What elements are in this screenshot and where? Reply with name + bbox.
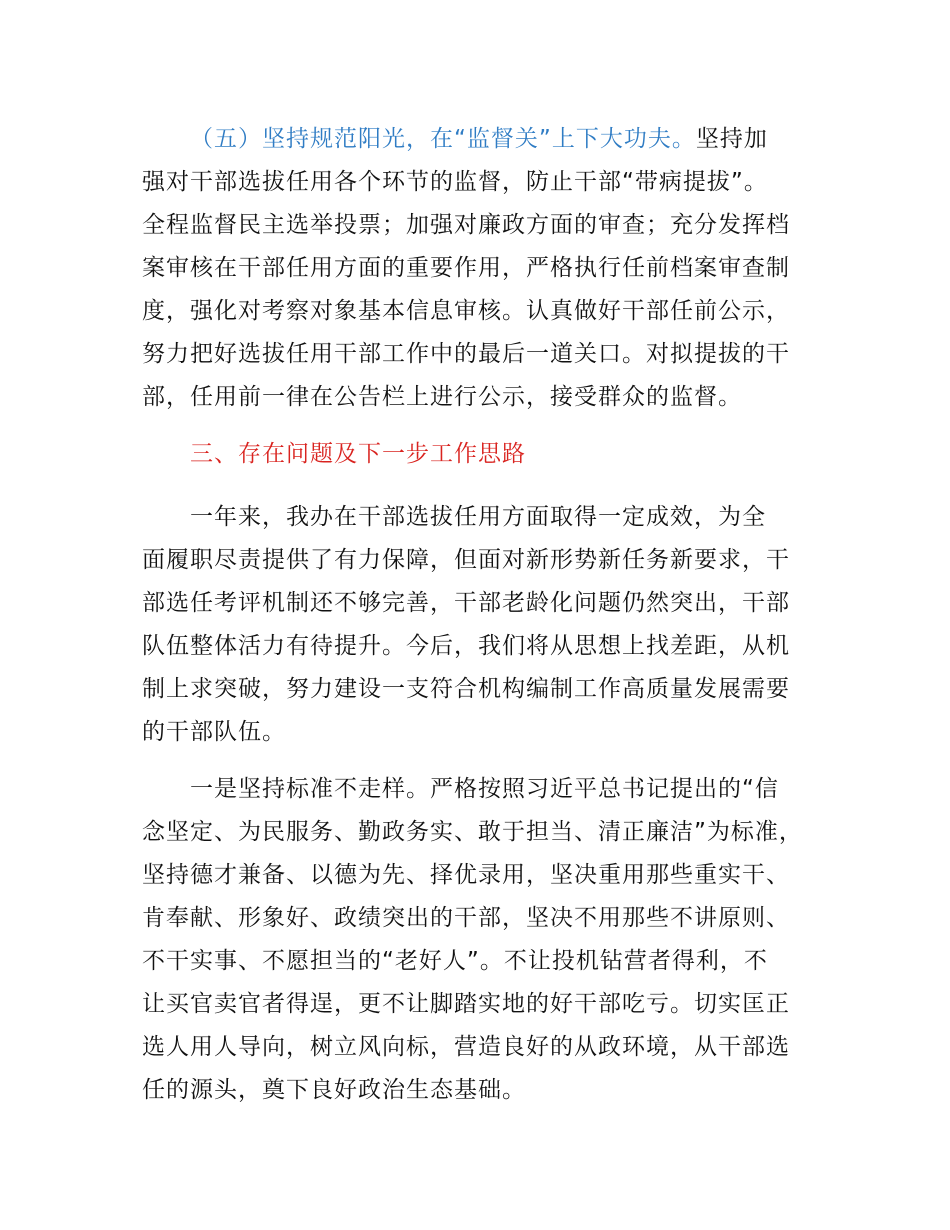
paragraph-line: 任的源头，奠下良好政治生态基础。 (142, 1077, 526, 1103)
section-3-heading: 三、存在问题及下一步工作思路 (190, 441, 526, 467)
paragraph-line: 制上求突破，努力建设一支符合机构编制工作高质量发展需要 (142, 676, 790, 702)
paragraph-line: 案审核在干部任用方面的重要作用，严格执行任前档案审查制 (142, 255, 790, 281)
document-page (142, 118, 822, 1126)
paragraph-line: 坚持德才兼备、以德为先、择优录用，坚决重用那些重实干、 (142, 862, 790, 888)
line-text: 坚持加 (695, 126, 768, 152)
paragraph-line (142, 118, 822, 161)
paragraph-line: 面履职尽责提供了有力保障，但面对新形势新任务新要求，干 (142, 547, 790, 573)
paragraph-line: 部选任考评机制还不够完善，干部老龄化问题仍然突出，干部 (142, 590, 790, 616)
paragraph-line: 强对干部选拔任用各个环节的监督，防止干部“带病提拔”。 (142, 169, 768, 195)
paragraph-line: 一是坚持标准不走样。严格按照习近平总书记提出的“信 (190, 776, 779, 802)
section-5-heading: （五）坚持规范阳光，在“监督关”上下大功夫。 (190, 126, 696, 152)
paragraph-line: 肯奉献、形象好、政绩突出的干部，坚决不用那些不讲原则、 (142, 905, 790, 931)
paragraph-line: 的干部队伍。 (142, 719, 286, 745)
paragraph-line: 选人用人导向，树立风向标，营造良好的从政环境，从干部选 (142, 1034, 790, 1060)
paragraph-line: 全程监督民主选举投票；加强对廉政方面的审查；充分发挥档 (142, 212, 790, 238)
paragraph-line: 不干实事、不愿担当的“老好人”。不让投机钻营者得利，不 (142, 948, 768, 974)
paragraph-line: 队伍整体活力有待提升。今后，我们将从思想上找差距，从机 (142, 633, 790, 659)
section-5-paragraph (142, 118, 822, 419)
paragraph-line: 部，任用前一律在公告栏上进行公示，接受群众的监督。 (142, 384, 742, 410)
summary-paragraph (142, 496, 822, 754)
paragraph-line: 一年来，我办在干部选拔任用方面取得一定成效，为全 (190, 504, 766, 530)
paragraph-line: 让买官卖官者得逞，更不让脚踏实地的好干部吃亏。切实匡正 (142, 991, 790, 1017)
paragraph-line: 念坚定、为民服务、勤政务实、敢于担当、清正廉洁”为标准， (142, 819, 803, 845)
standard-paragraph (142, 768, 822, 1112)
paragraph-line: 度，强化对考察对象基本信息审核。认真做好干部任前公示， (142, 298, 790, 324)
paragraph-line: 努力把好选拔任用干部工作中的最后一道关口。对拟提拔的干 (142, 341, 790, 367)
